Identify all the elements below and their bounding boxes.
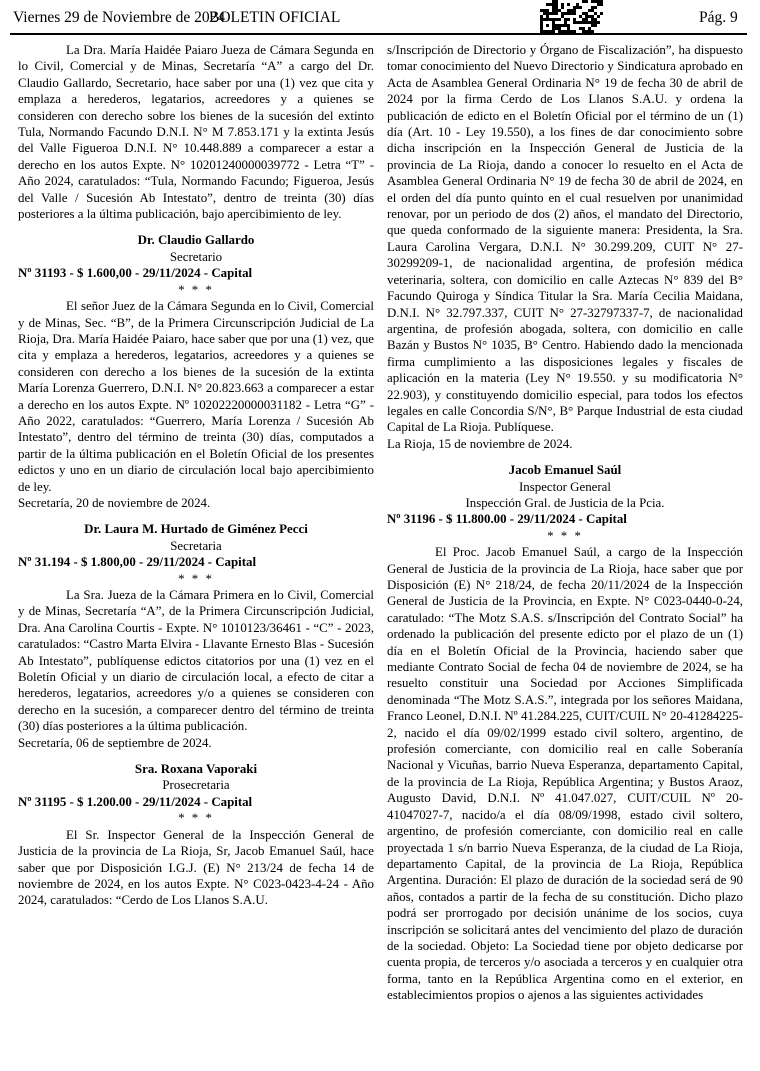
section-separator: * * * [178, 811, 214, 826]
notice-fee-line: Nº 31193 - $ 1.600,00 - 29/11/2024 - Capital [18, 266, 253, 281]
signatory-title: Inspección Gral. de Justicia de la Pcia. [465, 495, 665, 510]
edict-paragraph: s/Inscripción de Directorio y Órgano de Fiscalización”, ha dispuesto tomar conocimiento del Nuevo Directorio y Sindicatura aprobado en Acta de Asamblea General Ordinaria N° 19 de fecha 30 de abril de 2024 por la firma Cerdo de Los Llanos S.A.U. y ordena la publicación de edicto en el Boletín Oficial por el término de un (1) día (Art. 10 - Ley 19.550), a los fines de dar conocimiento sobre dicha inscripción en la Inspección General de Justicia de la provincia de La Rioja, dando a conocer lo resuelto en el Acta de Asamblea General Ordinaria N° 19 de fecha 30 de abril de 2024, en el orden del día punto quinto en el cual resuelven por unanimidad renovar, por un periodo de dos (2) años, el mandato del Directorio, que queda conformado de la siguiente manera: Presidenta, la Sra. Laura Carolina Vergara, D.N.I. N° 30.299.209, CUIT N° 27-30299209-1, de nacionalidad argentina, de profesión médica veterinaria, soltera, con domicilio en calle Aztecas N° 839 del B° Facundo Quiroga y Síndica Titular la Sra. María Cecilia Maidana, D.N.I. N° 32.797.337, CUIT N° 27-32797337-7, de nacionalidad argentina, de profesión abogada, soltera, con domicilio en calle Bazán y Bustos N° 1035, B° Centro. Habiendo dado la mencionada firma cumplimiento a las disposiciones legales y fiscales de aplicación en la materia (Ley N° 19.550. y su modificatoria N° 22.903), y constituyendo domicilio especial, para todos los efectos legales en calle Concordia S/N°, B° Parque Industrial de esta ciudad Capital de La Rioja. Publíquese. [387, 43, 743, 435]
dateline: La Rioja, 15 de noviembre de 2024. [387, 436, 573, 451]
signatory-title: Secretario [169, 249, 223, 264]
signature-block [387, 462, 743, 511]
header-date: Viernes 29 de Noviembre de 2024 [13, 9, 226, 26]
qr-code-icon [540, 0, 603, 33]
signatory-name: Dr. Laura M. Hurtado de Giménez Pecci [84, 522, 308, 537]
signatory-name: Dr. Claudio Gallardo [137, 233, 255, 248]
masthead-title: BOLETIN OFICIAL [209, 9, 341, 26]
edict-paragraph: La Dra. María Haidée Paiaro Jueza de Cámara Segunda en lo Civil, Comercial y de Minas, Secretaría “A” a cargo del Dr. Claudio Gallardo, Secretario, hace saber por una (1) vez que cita y emplaza a herederos, legatarios, acreedores y a quienes se consideren con derecho sobre los bienes de la sucesión del extinto Tula, Normando Facundo D.N.I. N° M 7.853.171 y la extinta Jesús del Valle Figueroa D.N.I. N° 10.448.889 a comparecer a estar a derecho en los autos Expte. N° 10201240000039772 - Letra “T” - Año 2024, caratulados: “Tula, Normando Facundo; Figueroa, Jesús del Valle / Sucesión Ab Intestato”, dentro de treinta (30) días posteriores a la última publicación, bajo apercibimiento de ley. [18, 43, 374, 222]
edict-paragraph: La Sra. Jueza de la Cámara Primera en lo Civil, Comercial y de Minas, Secretaría “A”, de la Primera Circunscripción Judicial, Dra. Ana Carolina Courtis - Expte. N° 1010123/36461 - “C” - 2023, caratulados: “Castro Marta Elvira - Llavante Ernesto Blas - Sucesión Ab Intestato”, publíquense edictos citatorios por una (1) vez en el Boletín Oficial y un diario de circulación local, a efecto de citar a herederos, legatarios, acreedores y/o a quienes se consideren con derecho en la sucesión, a comparecer dentro del término de treinta (30) días posteriores a la última publicación. [18, 588, 374, 734]
section-separator: * * * [178, 571, 214, 586]
section-separator: * * * [178, 282, 214, 297]
signatory-title: Prosecretaria [162, 778, 230, 793]
edict-paragraph: El Sr. Inspector General de la Inspección General de Justicia de la provincia de La Rioja, Sr, Jacob Emanuel Saúl, hace saber que por Disposición I.G.J. (E) N° 213/24 de fecha 14 de noviembre de 2024, en los autos Expte. N° C023-0423-4-24 - Año 2024, caratulados: “Cerdo de Los Llanos S.A.U. [18, 827, 374, 908]
header-divider [10, 33, 747, 35]
dateline: Secretaría, 06 de septiembre de 2024. [18, 735, 212, 750]
signature-block [18, 761, 374, 794]
signature-block [18, 521, 374, 554]
section-separator: * * * [547, 528, 583, 543]
notice-fee-line: Nº 31196 - $ 11.800.00 - 29/11/2024 - Capital [387, 512, 627, 527]
dateline: Secretaría, 20 de noviembre de 2024. [18, 495, 211, 510]
signatory-name: Jacob Emanuel Saúl [508, 463, 622, 478]
edict-paragraph: El Proc. Jacob Emanuel Saúl, a cargo de la Inspección General de Justicia de la provincia de La Rioja, hace saber que por Disposición (E) N° 218/24, de fecha 20/11/2024 de la Inspección General de Justicia de la Provincia, en Expte. N° C023-0440-0-24, caratulado: “The Motz S.A.S. s/Inscripción del Contrato Social” ha ordenado la publicación del presente edicto por el plazo de un (1) día en el Boletín Oficial de la Provincia, haciendo saber que mediante Contrato Social de fecha 04 de noviembre de 2024, se ha resuelto constituir una Sociedad por Acciones Simplificada denominada “The Motz S.A.S.”, integrada por los señores Maidana, Franco Leonel, D.N.I. Nº 41.284.225, CUIT/CUIL N° 20-41284225-2, nacido el día 09/02/1999 estado civil soltero, argentino, de profesión comerciante, con domicilio real en calle Soberanía Nacional y Vicuñas, barrio Nueva Esperanza, departamento Capital, de la provincia de La Rioja, República Argentina; y Bustos Araoz, Augusto David, D.N.I. Nº 41.047.027, CUIT/CUIL Nº 20-41047027-7, nacido/a el día 08/09/1998, estado civil soltero, argentino, de profesión comerciante, con domicilio real en calle proyectada 1 s/n barrio Nueva Esperanza, de la ciudad de La Rioja, departamento Capital, de la provincia de La Rioja, República Argentina. Duración: El plazo de duración de la sociedad será de 90 años, contados a partir de la fecha de su constitución. Dicho plazo podrá ser prorrogado por decisión unánime de los socios, cuya inscripción se solicitará antes del vencimiento del plazo de duración de la sociedad. Objeto: La Sociedad tiene por objeto dedicarse por cuenta propia, de terceros y/o asociada a terceros y en cualquier otra forma, tanto en la República Argentina como en el exterior, en establecimientos propios o ajenos a las siguientes actividades [387, 545, 743, 1003]
edict-paragraph: El señor Juez de la Cámara Segunda en lo Civil, Comercial y de Minas, Sec. “B”, de la Primera Circunscripción Judicial de La Rioja, Dra. María Haidée Paiaro, hace saber que por una (1) vez, que cita y emplaza a herederos, legatarios, acreedores y a quienes se consideren con derecho a los bienes de la sucesión de la extinta María Lorenza Guerrero, D.N.I. N° 20.823.663 a comparecer a estar a derecho en los autos Expte. Nº 10202220000031182 - Letra “G” - Año 2022, caratulados: “Guerrero, María Lorenza / Sucesión Ab Intestato”, dentro del término de treinta (30) días, computados a partir de la última publicación en el Boletín Oficial de los presentes edictos y uno en un diario de circulación local bajo apercibimiento de ley. [18, 299, 374, 494]
signature-block [18, 232, 374, 265]
signatory-name: Sra. Roxana Vaporaki [134, 762, 258, 777]
signatory-title: Inspector General [519, 479, 611, 494]
page-header [0, 0, 760, 36]
text-columns [18, 42, 743, 1071]
notice-fee-line: Nº 31195 - $ 1.200.00 - 29/11/2024 - Capital [18, 794, 253, 809]
left-column [18, 42, 374, 1071]
notice-fee-line: Nº 31.194 - $ 1.800,00 - 29/11/2024 - Capital [18, 555, 257, 570]
signatory-title: Secretaria [170, 538, 222, 553]
right-column [387, 42, 743, 1071]
page-number: Pág. 9 [699, 9, 738, 26]
